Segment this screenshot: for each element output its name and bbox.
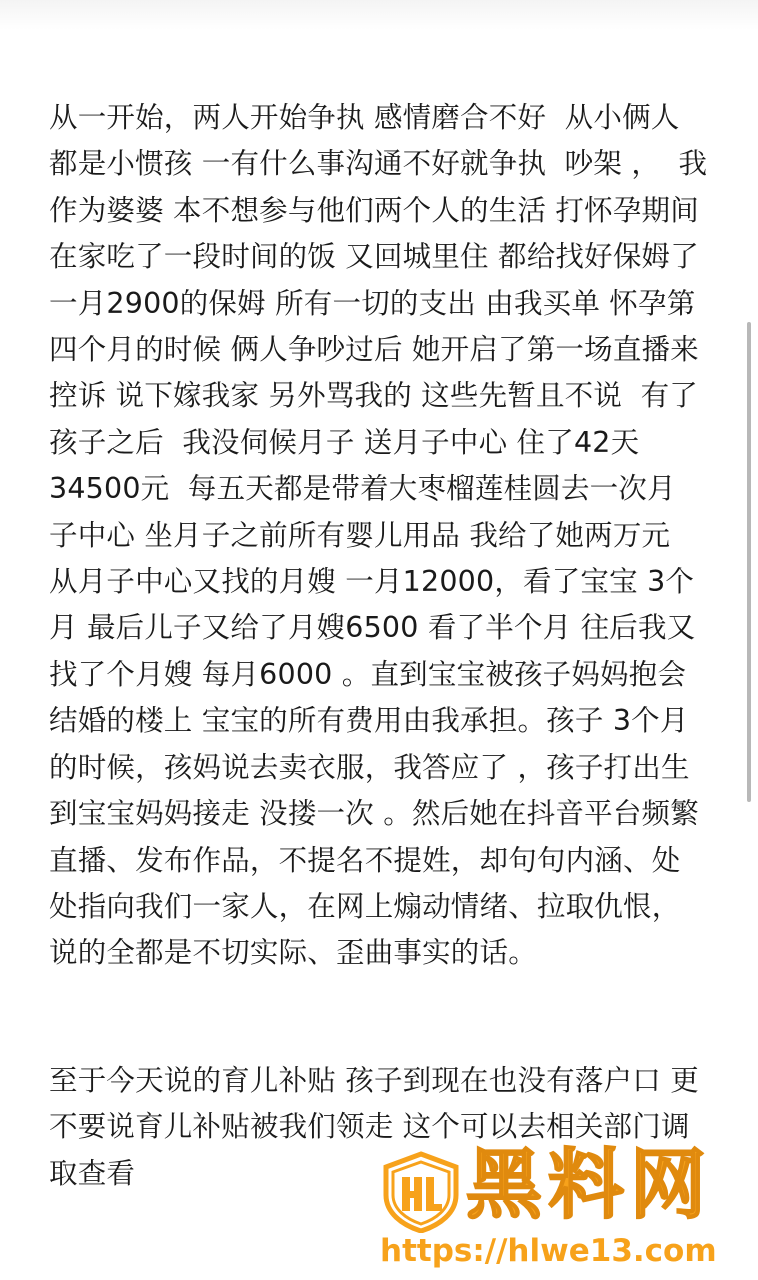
text-line: 都是小惯孩 一有什么事沟通不好就争执 吵架 ， 我: [49, 147, 708, 181]
top-edge-shade: [0, 0, 758, 30]
text-line: 控诉 说下嫁我家 另外骂我的 这些先暂且不说 有了: [49, 379, 698, 413]
text-line: 不要说育儿补贴被我们领走 这个可以去相关部门调: [49, 1110, 690, 1144]
text-line: 至于今天说的育儿补贴 孩子到现在也没有落户口 更: [49, 1063, 699, 1097]
text-line: 处指向我们一家人，在网上煽动情绪、拉取仇恨，: [49, 889, 681, 923]
text-line: 子中心 坐月子之前所有婴儿用品 我给了她两万元: [49, 518, 671, 552]
text-line: 说的全都是不切实际、歪曲事实的话。: [49, 936, 537, 970]
text-line: 孩子之后 我没伺候月子 送月子中心 住了42天: [49, 425, 640, 459]
text-line: 取查看: [49, 1156, 136, 1190]
text-line: 34500元 每五天都是带着大枣榴莲桂圆去一次月: [49, 472, 676, 506]
vertical-scrollbar[interactable]: [747, 322, 751, 802]
text-line: 四个月的时候 俩人争吵过后 她开启了第一场直播来: [49, 333, 699, 367]
watermark: [380, 1140, 750, 1275]
hl-shield-logo-icon: [380, 1151, 462, 1233]
paragraph-1: [49, 95, 719, 977]
article-body: [49, 95, 719, 1197]
text-line: 作为婆婆 本不想参与他们两个人的生活 打怀孕期间: [49, 193, 699, 227]
text-line: 结婚的楼上 宝宝的所有费用由我承担。孩子 3个月: [49, 704, 689, 738]
text-line: 一月2900的保姆 所有一切的支出 由我买单 怀孕第: [49, 286, 696, 320]
text-line: 从月子中心又找的月嫂 一月12000，看了宝宝 3个: [49, 565, 695, 599]
watermark-url: https://hlwe13.com: [380, 1233, 717, 1269]
text-line: 月 最后儿子又给了月嫂6500 看了半个月 往后我又: [49, 611, 696, 645]
text-line: 从一开始，两人开始争执 感情磨合不好 从小俩人: [49, 101, 680, 134]
text-line: 找了个月嫂 每月6000 。直到宝宝被孩子妈妈抱会: [49, 657, 687, 691]
text-line: 直播、发布作品，不提名不提姓，却句句内涵、处: [49, 843, 681, 877]
text-line: 的时候，孩妈说去卖衣服，我答应了 ，孩子打出生: [49, 750, 690, 784]
text-line: 在家吃了一段时间的饭 又回城里住 都给找好保姆了: [49, 240, 699, 274]
text-line: 到宝宝妈妈接走 没搂一次 。然后她在抖音平台频繁: [49, 797, 699, 831]
watermark-title: 黑料网: [466, 1140, 712, 1229]
